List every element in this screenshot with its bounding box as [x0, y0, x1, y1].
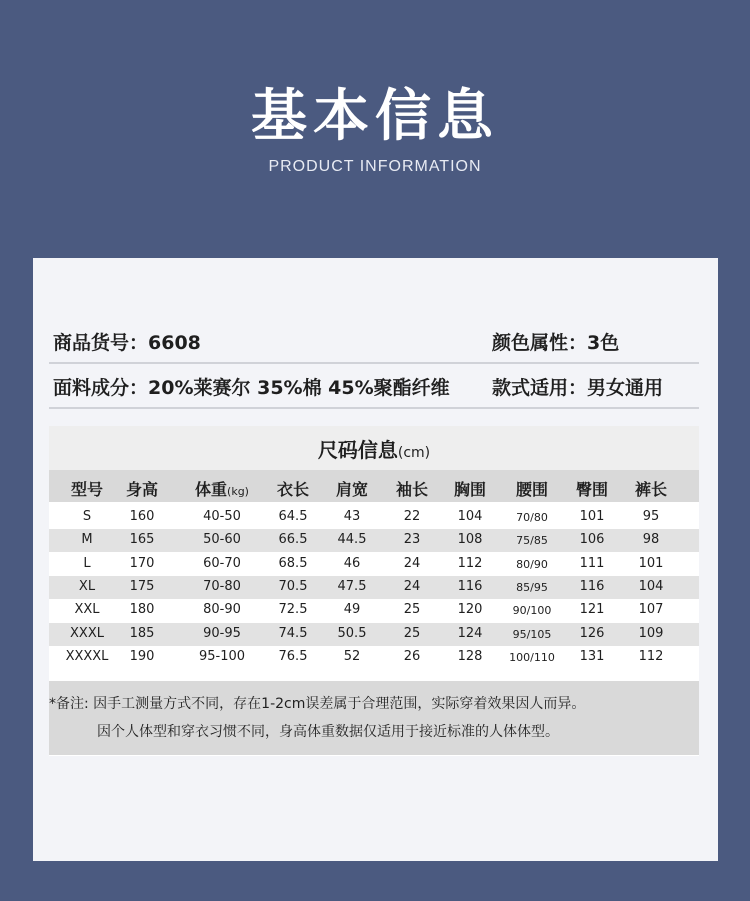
table-cell: 40-50 — [203, 509, 241, 524]
table-cell: XXXL — [70, 625, 104, 641]
table-cell: 185 — [129, 625, 155, 641]
page-title: 基本信息 — [251, 84, 499, 149]
table-cell: 64.5 — [278, 509, 308, 524]
size-chart-title-text: 尺码信息 — [317, 438, 398, 462]
header-label: 体重 — [195, 480, 228, 499]
table-cell: 124 — [457, 625, 483, 641]
table-cell: 116 — [579, 578, 605, 594]
size-chart-title — [49, 434, 699, 463]
table-cell: 180 — [129, 602, 155, 618]
table-cell: 46 — [343, 555, 361, 571]
table-cell: 131 — [579, 648, 605, 664]
size-table-header-cell — [435, 477, 505, 500]
table-cell: 101 — [638, 555, 664, 571]
table-cell: 95 — [642, 509, 660, 524]
color-text: 颜色属性：3色 — [492, 332, 620, 354]
table-cell: 190 — [129, 648, 155, 664]
table-cell: XXXXL — [65, 648, 109, 664]
table-cell: 70-80 — [203, 578, 241, 594]
table-row — [49, 553, 699, 576]
table-row — [49, 506, 699, 529]
note-box — [49, 681, 699, 755]
table-cell: 175 — [129, 578, 155, 594]
header-label: 衣长 — [276, 480, 309, 499]
table-cell: 104 — [457, 509, 483, 524]
table-cell: 98 — [642, 532, 660, 548]
table-cell: 47.5 — [337, 578, 367, 594]
table-row — [49, 623, 699, 646]
table-cell: 107 — [638, 602, 664, 618]
header-label: 裤长 — [634, 480, 667, 499]
header-label: 腰围 — [515, 480, 548, 499]
table-cell: 23 — [403, 532, 421, 548]
table-cell: M — [81, 532, 93, 548]
table-cell: 100/110 — [509, 650, 555, 664]
header-label: 身高 — [125, 480, 158, 499]
header-unit: (kg) — [227, 485, 249, 498]
table-cell: 111 — [579, 555, 605, 571]
table-cell: 109 — [638, 625, 664, 641]
table-cell: 160 — [129, 509, 155, 524]
table-cell: 25 — [403, 602, 421, 618]
table-cell: 66.5 — [278, 532, 308, 548]
table-cell: 112 — [638, 648, 664, 664]
table-cell: 112 — [457, 555, 483, 571]
table-cell: 24 — [403, 555, 421, 571]
table-cell: 24 — [403, 578, 421, 594]
table-cell: XXL — [74, 602, 100, 618]
table-cell: 108 — [457, 532, 483, 548]
table-cell: 165 — [129, 532, 155, 548]
size-table-header-cell — [187, 477, 257, 500]
table-cell: 128 — [457, 648, 483, 664]
header-label: 臀围 — [575, 480, 608, 499]
table-cell: 116 — [457, 578, 483, 594]
size-table-header-cell — [107, 477, 177, 500]
table-row — [49, 599, 699, 622]
table-cell: XL — [78, 578, 96, 594]
table-cell: 70/80 — [516, 511, 548, 524]
table-cell: 49 — [343, 602, 361, 618]
header-banner — [0, 0, 750, 258]
size-table-header-cell — [616, 477, 686, 500]
info-card — [33, 258, 718, 861]
table-cell: 72.5 — [278, 602, 308, 618]
sku-text: 商品货号：6608 — [53, 332, 201, 354]
table-cell: S — [82, 509, 92, 524]
info-row-fabric — [49, 363, 699, 409]
table-cell: 170 — [129, 555, 155, 571]
table-cell: 85/95 — [516, 580, 548, 594]
table-cell: 22 — [403, 509, 421, 524]
table-cell: 74.5 — [278, 625, 308, 641]
header-label: 袖长 — [395, 480, 428, 499]
table-cell: 90-95 — [203, 625, 241, 641]
table-cell: 80-90 — [203, 602, 241, 618]
table-row — [49, 529, 699, 552]
style-text: 款式适用：男女通用 — [492, 377, 664, 399]
info-row-sku — [49, 318, 699, 364]
table-cell: 43 — [343, 509, 361, 524]
size-chart-title-band — [49, 426, 699, 470]
table-cell: 121 — [579, 602, 605, 618]
size-chart-title-unit: (cm) — [397, 445, 431, 461]
table-cell: L — [83, 555, 91, 571]
note-line-1: *备注: 因手工测量方式不同，存在1-2cm误差属于合理范围，实际穿着效果因人而异。 — [49, 696, 586, 712]
table-cell: 44.5 — [337, 532, 367, 548]
table-cell: 50.5 — [337, 625, 367, 641]
table-cell: 25 — [403, 625, 421, 641]
table-cell: 70.5 — [278, 578, 308, 594]
table-cell: 95-100 — [198, 648, 246, 664]
table-cell: 104 — [638, 578, 664, 594]
table-cell: 76.5 — [278, 648, 308, 664]
table-cell: 60-70 — [203, 555, 241, 571]
table-row — [49, 576, 699, 599]
header-label: 型号 — [70, 480, 103, 499]
table-cell: 120 — [457, 602, 483, 618]
table-cell: 90/100 — [512, 604, 552, 618]
table-cell: 80/90 — [516, 557, 548, 571]
table-row — [49, 646, 699, 669]
table-cell: 106 — [579, 532, 605, 548]
table-cell: 95/105 — [512, 627, 552, 641]
fabric-text: 面料成分：20%莱赛尔 35%棉 45%聚酯纤维 — [53, 377, 450, 399]
header-label: 胸围 — [453, 480, 486, 499]
table-cell: 101 — [579, 509, 605, 524]
table-cell: 52 — [343, 648, 361, 664]
header-label: 肩宽 — [335, 480, 368, 499]
table-cell: 68.5 — [278, 555, 308, 571]
table-cell: 75/85 — [516, 534, 548, 548]
size-table-header — [49, 470, 699, 502]
table-cell: 50-60 — [203, 532, 241, 548]
note-line-2: 因个人体型和穿衣习惯不同，身高体重数据仅适用于接近标准的人体体型。 — [97, 724, 559, 740]
page-subtitle: PRODUCT INFORMATION — [268, 158, 482, 175]
table-cell: 126 — [579, 625, 605, 641]
table-cell: 26 — [403, 648, 421, 664]
